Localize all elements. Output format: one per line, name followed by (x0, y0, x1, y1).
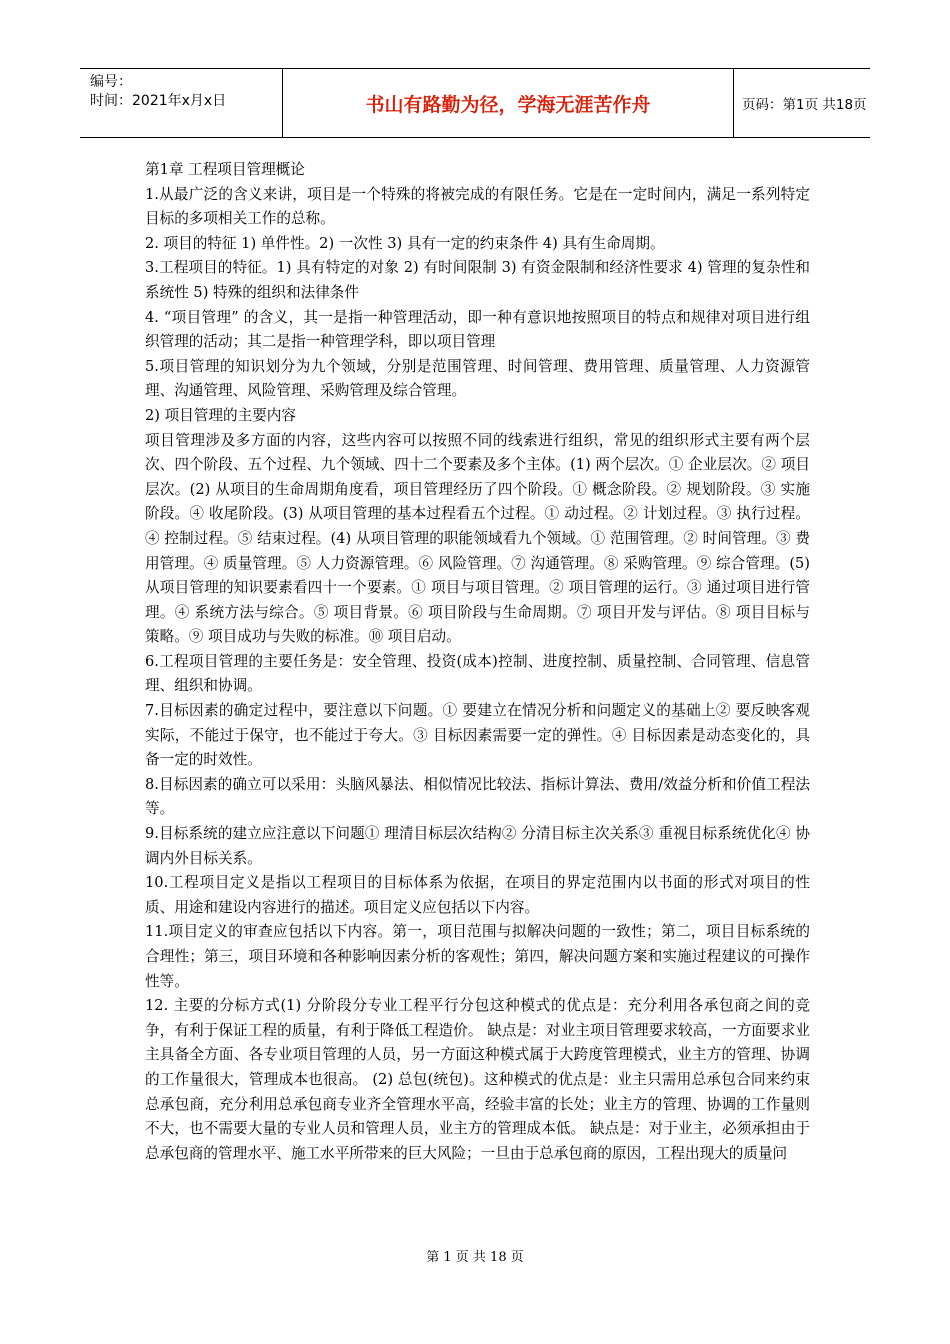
paragraph: 9.目标系统的建立应注意以下问题① 理清目标层次结构② 分清目标主次关系③ 重视目标系统优化④ 协调内外目标关系。 (145, 825, 810, 867)
chapter-title: 第1章 工程项目管理概论 (145, 161, 305, 178)
section-heading: 2) 项目管理的主要内容 (145, 406, 296, 424)
document-number-label: 编号： (90, 74, 132, 90)
paragraph: 3.工程项目的特征。1) 具有特定的对象 2) 有时间限制 3) 有资金限制和经济性要求 4) 管理的复杂性和系统性 5) 特殊的组织和法律条件 (145, 259, 810, 301)
page-footer: 第 1 页 共 18 页 (426, 1250, 524, 1265)
paragraph: 1.从最广泛的含义来讲，项目是一个特殊的将被完成的有限任务。它是在一定时间内，满足一系列特定目标的多项相关工作的总称。 (145, 185, 810, 228)
page-header (80, 68, 870, 138)
paragraph: 10.工程项目定义是指以工程项目的目标体系为依据，在项目的界定范围内以书面的形式对项目的性质、用途和建设内容进行的描述。项目定义应包括以下内容。 (145, 874, 810, 916)
paragraph: 11.项目定义的审查应包括以下内容。第一，项目范围与拟解决问题的一致性；第二，项目目标系统的合理性；第三，项目环境和各种影响因素分析的客观性；第四，解决问题方案和实施过程建议的可操作性等。 (145, 923, 810, 990)
paragraph: 5.项目管理的知识划分为九个领域，分别是范围管理、时间管理、费用管理、质量管理、人力资源管理、沟通管理、风险管理、采购管理及综合管理。 (145, 357, 810, 400)
document-time-label: 时间：2021年x月x日 (90, 93, 227, 109)
paragraph: 8.目标因素的确立可以采用：头脑风暴法、相似情况比较法、指标计算法、费用/效益分析和价值工程法等。 (145, 775, 810, 818)
paragraph: 12. 主要的分标方式(1) 分阶段分专业工程平行分包这种模式的优点是：充分利用各承包商之间的竞争，有利于保证工程的质量，有利于降低工程造价。 缺点是：对业主项目管理要求较高，一方面要求业主具备全方面、各专业项目管理的人员，另一方面这种模式属于大跨度管理模式，业主方的管理、协调的工作量很大，管理成本也很高。 (2) 总包(统包)。这种模式的优点是：业主只需用总承包合同来约束总承包商，充分利用总承包商专业齐全管理水平高，经验丰富的长处；业主方的管理、协调的工作量则不大，也不需要大量的专业人员和管理人员，业主方的管理成本低。 缺点是：对于业主，必须承担由于总承包商的管理水平、施工水平所带来的巨大风险；一旦由于总承包商的原因，工程出现大的质量问 (145, 997, 810, 1162)
header-motto: 书山有路勤为径，学海无涯苦作舟 (282, 69, 734, 137)
paragraph: 4. “项目管理” 的含义，其一是指一种管理活动，即一种有意识地按照项目的特点和规律对项目进行组织管理的活动；其二是指一种管理学科，即以项目管理 (145, 308, 810, 351)
document-body (145, 158, 810, 1166)
paragraph: 2. 项目的特征 1) 单件性。2) 一次性 3) 具有一定的约束条件 4) 具有生命周期。 (145, 234, 665, 252)
paragraph: 6.工程项目管理的主要任务是：安全管理、投资(成本)控制、进度控制、质量控制、合同管理、信息管理、组织和协调。 (145, 652, 810, 695)
header-meta (80, 69, 282, 137)
paragraph: 项目管理涉及多方面的内容，这些内容可以按照不同的线索进行组织，常见的组织形式主要有两个层次、四个阶段、五个过程、九个领域、四十二个要素及多个主体。(1) 两个层次。① 企业层次。② 项目层次。(2) 从项目的生命周期角度看，项目管理经历了四个阶段。① 概念阶段。② 规划阶段。③ 实施阶段。④ 收尾阶段。(3) 从项目管理的基本过程看五个过程。① 动过程。② 计划过程。③ 执行过程。④ 控制过程。⑤ 结束过程。(4) 从项目管理的职能领域看九个领域。① 范围管理。② 时间管理。③ 费用管理。④ 质量管理。⑤ 人力资源管理。⑥ 风险管理。⑦ 沟通管理。⑧ 采购管理。⑨ 综合管理。(5) 从项目管理的知识要素看四十一个要素。① 项目与项目管理。② 项目管理的运行。③ 通过项目进行管理。④ 系统方法与综合。⑤ 项目背景。⑥ 项目阶段与生命周期。⑦ 项目开发与评估。⑧ 项目目标与策略。⑨ 项目成功与失败的标准。⑩ 项目启动。 (145, 431, 810, 646)
header-page-info: 页码：第1页 共18页 (742, 97, 867, 113)
paragraph: 7.目标因素的确定过程中，要注意以下问题。① 要建立在情况分析和问题定义的基础上② 要反映客观实际，不能过于保守，也不能过于夸大。③ 目标因素需要一定的弹性。④ 目标因素是动态变化的，具备一定的时效性。 (145, 702, 810, 769)
